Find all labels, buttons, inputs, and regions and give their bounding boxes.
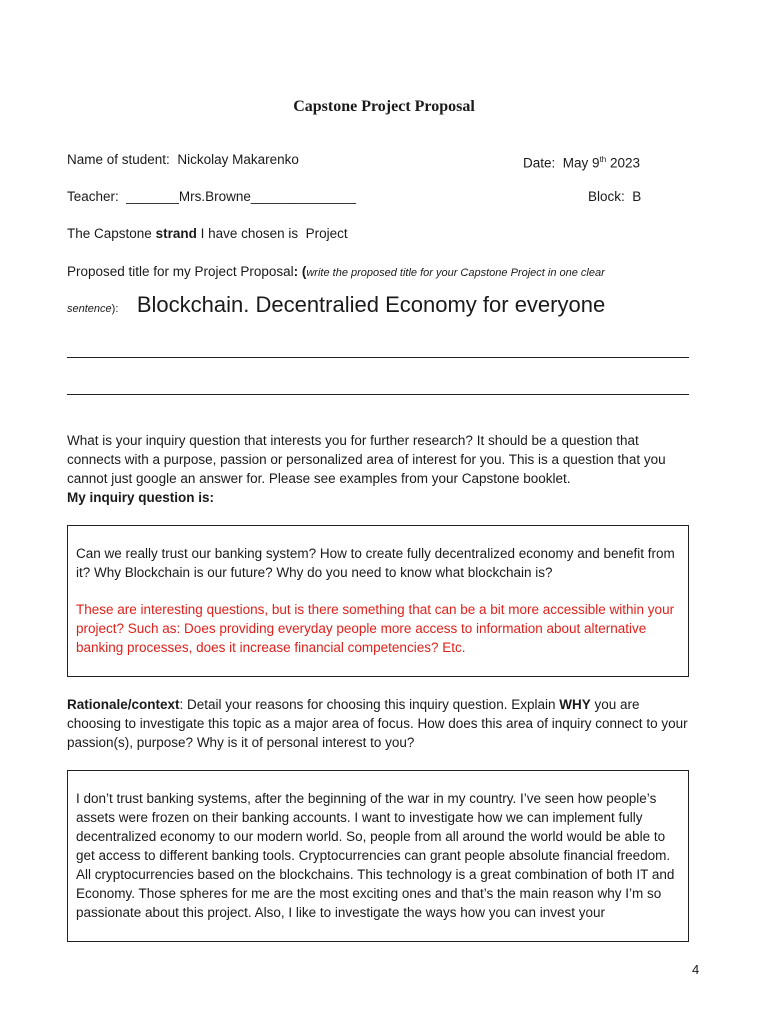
inquiry-section	[67, 431, 689, 507]
teacher-label: Teacher:	[67, 189, 119, 204]
blank-line-1	[67, 357, 689, 358]
blank-line-2	[67, 394, 689, 395]
rationale-prompt	[67, 695, 689, 752]
proposed-colon: : (	[293, 264, 307, 279]
block-row	[588, 187, 641, 206]
date-year: 2023	[610, 155, 641, 171]
proposed-title-value: Blockchain. Decentralied Economy for everyone	[136, 292, 606, 317]
teacher-row	[67, 187, 356, 206]
rationale-answer-box	[67, 770, 689, 942]
proposed-title-line	[67, 292, 605, 318]
rationale-why: WHY	[559, 697, 591, 712]
inquiry-heading: My inquiry question is:	[67, 490, 215, 505]
rationale-answer-2: All cryptocurrencies based on the blockchains. This technology is a great combination of both IT and Economy. Those spheres for me are the most exciting ones and that’s the main reason why I’m so passionate about this project. Also, I like to investigate the ways how you can invest your	[76, 867, 675, 920]
rationale-label: Rationale/context	[67, 697, 180, 712]
proposed-hint: write the proposed title for your Capstone Project in one clear	[306, 267, 605, 279]
proposed-hint-end: sentence	[67, 303, 112, 315]
inquiry-answer: Can we really trust our banking system? How to create fully decentralized economy and benefit from it? Why Blockchain is our future? Why do you need to know what blockchain is?	[76, 546, 675, 580]
page-number: 4	[692, 962, 700, 977]
date-row	[523, 150, 640, 173]
rationale-answer-1: I don’t trust banking systems, after the beginning of the war in my country. I’ve seen how people’s assets were frozen on their banking accounts. I want to investigate how we can implement fully decentralized economy to our modern world. So, people from all around the world would be able to get access to different banking tools. Cryptocurrencies can grant people absolute financial freedom.	[76, 791, 671, 863]
rationale-section	[67, 695, 689, 752]
date-value: May 9	[562, 155, 600, 171]
proposed-label: Proposed title for my Project Proposal	[67, 264, 294, 279]
teacher-feedback: These are interesting questions, but is there something that can be a bit more accessible within your project? Such as: Does providing everyday people more access to information about alternative banking processes, does it increase financial competencies? Etc.	[76, 602, 675, 655]
rationale-text-2: you are choosing to investigate this topic as a major area of focus. How does this area of inquiry connect to your passion(s), purpose? Why is it of personal interest to you?	[67, 697, 688, 750]
block-label: Block:	[588, 189, 625, 204]
proposed-title-prompt	[67, 262, 605, 283]
teacher-name: _______Mrs.Browne______________	[126, 189, 356, 204]
inquiry-prompt: What is your inquiry question that interests you for further research? It should be a question that connects with a purpose, passion or personalized area of interest for you. This is a question that you cannot just google an answer for. Please see examples from your Capstone booklet.	[67, 433, 666, 486]
document-title: Capstone Project Proposal	[293, 98, 475, 115]
inquiry-answer-box	[67, 525, 689, 677]
strand-bold: strand	[155, 226, 197, 241]
proposed-hint-close: ):	[111, 303, 119, 315]
rationale-text-1: : Detail your reasons for choosing this inquiry question. Explain	[179, 697, 560, 712]
date-label: Date:	[523, 155, 556, 171]
strand-row	[67, 224, 348, 243]
date-suffix: th	[599, 155, 607, 164]
student-row	[67, 150, 299, 169]
block-value: B	[632, 189, 642, 204]
student-label: Name of student:	[67, 152, 170, 167]
strand-post: I have chosen is Project	[196, 226, 348, 241]
student-name: Nickolay Makarenko	[177, 152, 299, 167]
strand-pre: The Capstone	[67, 226, 156, 241]
